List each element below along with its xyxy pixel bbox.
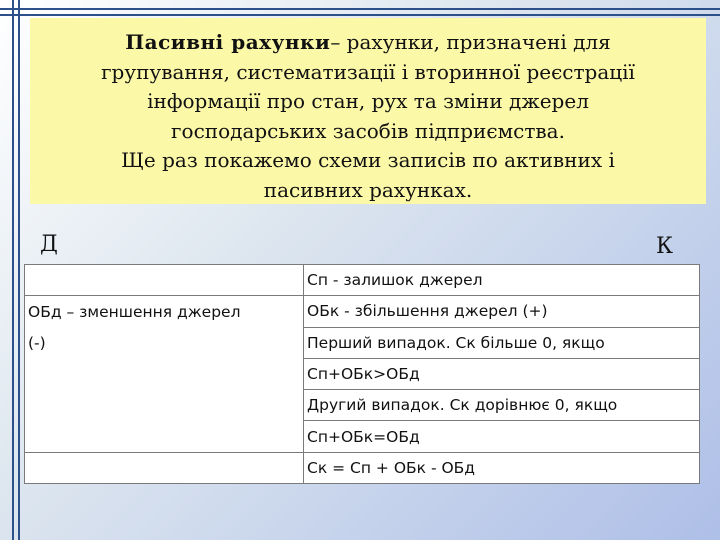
credit-cell: Сп+ОБк>ОБд [304,358,700,389]
credit-cell: Сп - залишок джерел [304,265,700,296]
credit-label: К [656,234,674,259]
definition-line-4: господарських засобів підприємства. [171,118,565,143]
table-row [25,296,700,327]
credit-cell: Ск = Сп + ОБк - ОБд [304,452,700,483]
decor-line-top-1 [0,8,720,10]
t-account-table [24,264,700,484]
term-passive-accounts: Пасивні рахунки [125,30,331,54]
definition-line-2: групування, систематизації і вторинної реєстрації [101,59,635,84]
table-row [25,390,700,421]
definition-line-1-rest: – рахунки, призначені для [330,30,611,54]
table-row [25,358,700,389]
debit-cell: (-) [25,327,304,358]
definition-text [30,28,706,205]
credit-cell: Сп+ОБк=ОБд [304,421,700,452]
credit-cell: ОБк - збільшення джерел (+) [304,296,700,327]
definition-line-1 [30,28,706,58]
debit-cell: ОБд – зменшення джерел [25,296,304,327]
definition-line-5: Ще раз покажемо схеми записів по активних і [121,148,615,172]
debit-cell [25,358,304,389]
debit-cell [25,265,304,296]
debit-label: Д [40,232,58,257]
table-row [25,421,700,452]
decor-line-top-2 [0,14,720,16]
table-row [25,327,700,358]
credit-cell: Перший випадок. Ск більше 0, якщо [304,327,700,358]
debit-cell [25,390,304,421]
definition-line-6: пасивних рахунках. [263,177,473,202]
table-row [25,452,700,483]
credit-cell: Другий випадок. Ск дорівнює 0, якщо [304,390,700,421]
decor-line-left-1 [12,0,14,540]
debit-cell [25,452,304,483]
decor-line-left-2 [18,0,20,540]
table-row [25,265,700,296]
definition-box [30,18,706,204]
debit-cell [25,421,304,452]
definition-line-3: інформації про стан, рух та зміни джерел [147,89,589,113]
